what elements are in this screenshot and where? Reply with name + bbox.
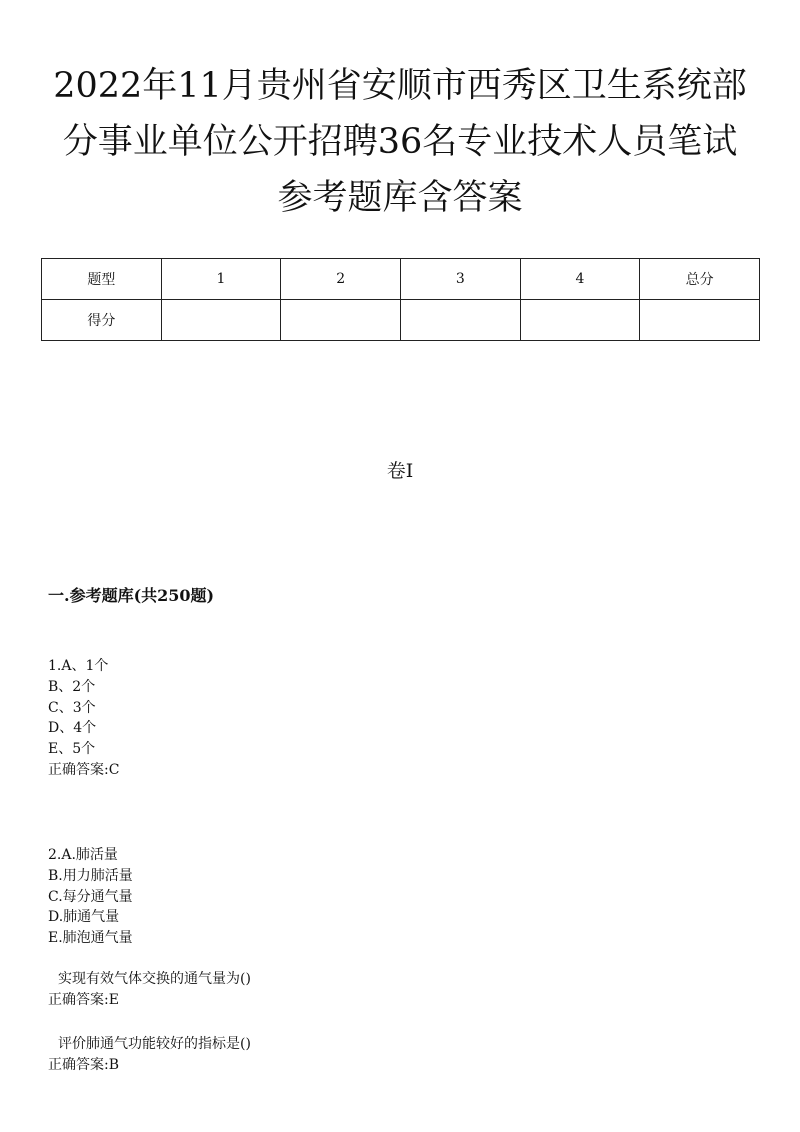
header-cell-2: 2 bbox=[281, 259, 401, 300]
score-cell-4[interactable] bbox=[520, 300, 640, 341]
q1-option-e: E、5个 bbox=[48, 741, 96, 758]
q1-option-d: D、4个 bbox=[48, 720, 97, 737]
q1-option-c: C、3个 bbox=[48, 699, 96, 716]
q1-answer: 正确答案:C bbox=[48, 761, 120, 778]
section-heading: 一.参考题库(共250题) bbox=[48, 586, 215, 605]
question-1 bbox=[48, 656, 119, 781]
title-line-1: 2022年11月贵州省安顺市西秀区卫生系统部 bbox=[53, 66, 747, 106]
header-cell-total: 总分 bbox=[640, 259, 760, 300]
score-cell-2[interactable] bbox=[281, 300, 401, 341]
q2-option-a: 2.A.肺活量 bbox=[48, 847, 118, 863]
q1-option-a: 1.A、1个 bbox=[48, 658, 109, 674]
score-table-header-row bbox=[42, 259, 760, 300]
header-cell-3: 3 bbox=[400, 259, 520, 300]
q2-sub1-stem: 实现有效气体交换的通气量为() bbox=[58, 971, 251, 987]
header-cell-4: 4 bbox=[520, 259, 640, 300]
document-title bbox=[20, 58, 780, 226]
title-line-3: 参考题库含答案 bbox=[277, 178, 523, 218]
question-2 bbox=[48, 845, 133, 949]
question-2-sub-2 bbox=[48, 1034, 251, 1076]
q2-option-b: B.用力肺活量 bbox=[48, 867, 133, 884]
score-table bbox=[41, 258, 760, 341]
header-cell-1: 1 bbox=[161, 259, 281, 300]
volume-label: 卷I bbox=[386, 460, 414, 482]
q2-sub2-answer: 正确答案:B bbox=[48, 1056, 120, 1073]
score-cell-3[interactable] bbox=[400, 300, 520, 341]
q2-option-e: E.肺泡通气量 bbox=[48, 930, 133, 947]
q2-sub1-answer: 正确答案:E bbox=[48, 991, 119, 1008]
score-table-score-row bbox=[42, 300, 760, 341]
score-cell-1[interactable] bbox=[161, 300, 281, 341]
question-2-sub-1 bbox=[48, 969, 251, 1011]
row-label-score: 得分 bbox=[42, 300, 162, 341]
q2-option-d: D.肺通气量 bbox=[48, 909, 120, 926]
score-cell-total[interactable] bbox=[640, 300, 760, 341]
q2-sub2-stem: 评价肺通气功能较好的指标是() bbox=[58, 1036, 251, 1052]
header-cell-type: 题型 bbox=[42, 259, 162, 300]
q2-option-c: C.每分通气量 bbox=[48, 888, 133, 905]
q1-option-b: B、2个 bbox=[48, 678, 96, 695]
title-line-2: 分事业单位公开招聘36名专业技术人员笔试 bbox=[62, 122, 738, 162]
